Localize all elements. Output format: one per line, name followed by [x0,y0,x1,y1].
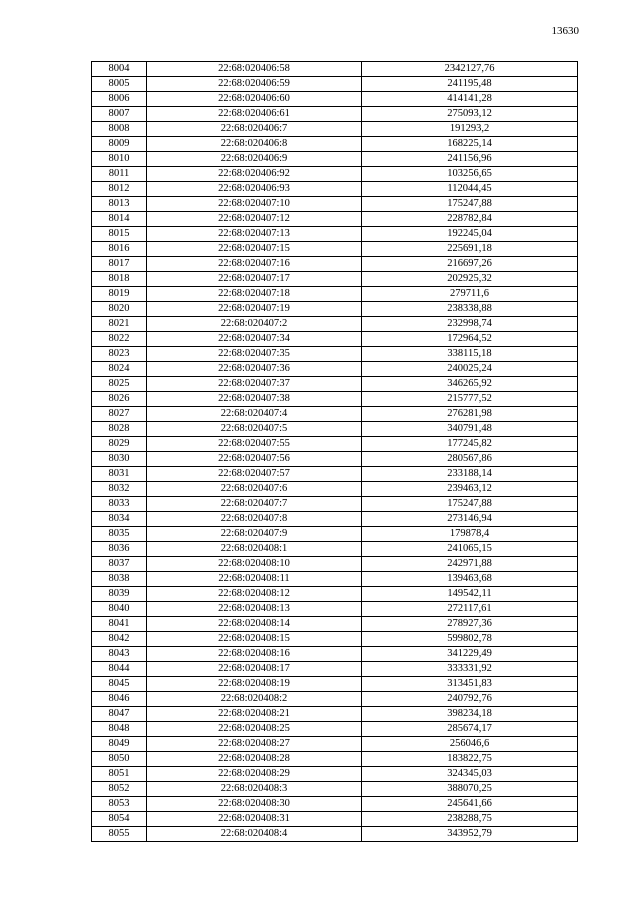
row-number-cell: 8009 [92,137,147,152]
row-number-cell: 8022 [92,332,147,347]
table-row [92,422,578,437]
table-row [92,797,578,812]
row-number-cell: 8010 [92,152,147,167]
value-cell: 414141,28 [362,92,578,107]
value-cell: 398234,18 [362,707,578,722]
table-row [92,557,578,572]
cadastral-number-cell: 22:68:020408:13 [147,602,362,617]
table-row [92,62,578,77]
value-cell: 241195,48 [362,77,578,92]
table-row [92,662,578,677]
value-cell: 240792,76 [362,692,578,707]
cadastral-number-cell: 22:68:020407:15 [147,242,362,257]
row-number-cell: 8041 [92,617,147,632]
cadastral-number-cell: 22:68:020406:93 [147,182,362,197]
value-cell: 346265,92 [362,377,578,392]
table-row [92,527,578,542]
row-number-cell: 8051 [92,767,147,782]
table-row [92,152,578,167]
row-number-cell: 8013 [92,197,147,212]
row-number-cell: 8012 [92,182,147,197]
cadastral-number-cell: 22:68:020407:4 [147,407,362,422]
cadastral-number-cell: 22:68:020407:36 [147,362,362,377]
row-number-cell: 8043 [92,647,147,662]
value-cell: 285674,17 [362,722,578,737]
table-row [92,137,578,152]
row-number-cell: 8015 [92,227,147,242]
row-number-cell: 8053 [92,797,147,812]
row-number-cell: 8036 [92,542,147,557]
cadastral-number-cell: 22:68:020408:16 [147,647,362,662]
table-row [92,122,578,137]
value-cell: 175247,88 [362,197,578,212]
value-cell: 340791,48 [362,422,578,437]
value-cell: 216697,26 [362,257,578,272]
table-row [92,257,578,272]
row-number-cell: 8006 [92,92,147,107]
cadastral-number-cell: 22:68:020408:31 [147,812,362,827]
cadastral-number-cell: 22:68:020407:8 [147,512,362,527]
table-row [92,512,578,527]
table-row [92,542,578,557]
cadastral-number-cell: 22:68:020406:59 [147,77,362,92]
value-cell: 239463,12 [362,482,578,497]
cadastral-number-cell: 22:68:020407:19 [147,302,362,317]
value-cell: 240025,24 [362,362,578,377]
row-number-cell: 8052 [92,782,147,797]
row-number-cell: 8035 [92,527,147,542]
table-row [92,617,578,632]
table-row [92,737,578,752]
value-cell: 191293,2 [362,122,578,137]
cadastral-number-cell: 22:68:020407:6 [147,482,362,497]
cadastral-number-cell: 22:68:020406:8 [147,137,362,152]
cadastral-number-cell: 22:68:020408:29 [147,767,362,782]
page-number: 13630 [551,25,579,37]
table-row [92,272,578,287]
row-number-cell: 8044 [92,662,147,677]
table-row [92,827,578,842]
cadastral-number-cell: 22:68:020408:21 [147,707,362,722]
cadastral-number-cell: 22:68:020407:16 [147,257,362,272]
value-cell: 175247,88 [362,497,578,512]
row-number-cell: 8021 [92,317,147,332]
row-number-cell: 8025 [92,377,147,392]
table-row [92,782,578,797]
cadastral-number-cell: 22:68:020407:13 [147,227,362,242]
value-cell: 179878,4 [362,527,578,542]
table-row [92,497,578,512]
cadastral-number-cell: 22:68:020406:9 [147,152,362,167]
value-cell: 139463,68 [362,572,578,587]
table-row [92,647,578,662]
value-cell: 388070,25 [362,782,578,797]
cadastral-number-cell: 22:68:020408:10 [147,557,362,572]
row-number-cell: 8029 [92,437,147,452]
table-row [92,242,578,257]
table-row [92,197,578,212]
cadastral-number-cell: 22:68:020408:1 [147,542,362,557]
row-number-cell: 8034 [92,512,147,527]
cadastral-number-cell: 22:68:020408:25 [147,722,362,737]
value-cell: 149542,11 [362,587,578,602]
value-cell: 238338,88 [362,302,578,317]
table-row [92,572,578,587]
value-cell: 183822,75 [362,752,578,767]
cadastral-number-cell: 22:68:020407:35 [147,347,362,362]
cadastral-number-cell: 22:68:020408:14 [147,617,362,632]
value-cell: 241065,15 [362,542,578,557]
value-cell: 177245,82 [362,437,578,452]
cadastral-number-cell: 22:68:020408:28 [147,752,362,767]
table-row [92,812,578,827]
cadastral-number-cell: 22:68:020407:55 [147,437,362,452]
cadastral-number-cell: 22:68:020407:7 [147,497,362,512]
table-row [92,212,578,227]
table-row [92,107,578,122]
value-cell: 272117,61 [362,602,578,617]
row-number-cell: 8023 [92,347,147,362]
table-row [92,392,578,407]
table-row [92,452,578,467]
cadastral-number-cell: 22:68:020408:30 [147,797,362,812]
row-number-cell: 8028 [92,422,147,437]
table-row [92,602,578,617]
table-row [92,722,578,737]
cadastral-number-cell: 22:68:020406:60 [147,92,362,107]
value-cell: 168225,14 [362,137,578,152]
table-row [92,92,578,107]
cadastral-number-cell: 22:68:020408:27 [147,737,362,752]
cadastral-number-cell: 22:68:020406:7 [147,122,362,137]
row-number-cell: 8007 [92,107,147,122]
row-number-cell: 8048 [92,722,147,737]
cadastral-number-cell: 22:68:020407:17 [147,272,362,287]
row-number-cell: 8017 [92,257,147,272]
cadastral-number-cell: 22:68:020406:92 [147,167,362,182]
table-row [92,692,578,707]
value-cell: 280567,86 [362,452,578,467]
table-row [92,677,578,692]
table-row [92,587,578,602]
value-cell: 343952,79 [362,827,578,842]
row-number-cell: 8040 [92,602,147,617]
row-number-cell: 8011 [92,167,147,182]
value-cell: 341229,49 [362,647,578,662]
table-row [92,767,578,782]
row-number-cell: 8050 [92,752,147,767]
value-cell: 232998,74 [362,317,578,332]
cadastral-number-cell: 22:68:020407:56 [147,452,362,467]
table-row [92,167,578,182]
value-cell: 233188,14 [362,467,578,482]
table-row [92,707,578,722]
value-cell: 279711,6 [362,287,578,302]
row-number-cell: 8037 [92,557,147,572]
value-cell: 202925,32 [362,272,578,287]
cadastral-number-cell: 22:68:020407:10 [147,197,362,212]
table-row [92,437,578,452]
table-row [92,752,578,767]
cadastral-number-cell: 22:68:020408:17 [147,662,362,677]
row-number-cell: 8026 [92,392,147,407]
value-cell: 228782,84 [362,212,578,227]
value-cell: 192245,04 [362,227,578,242]
table-row [92,467,578,482]
cadastral-number-cell: 22:68:020407:2 [147,317,362,332]
row-number-cell: 8038 [92,572,147,587]
row-number-cell: 8030 [92,452,147,467]
row-number-cell: 8027 [92,407,147,422]
table-row [92,482,578,497]
row-number-cell: 8016 [92,242,147,257]
row-number-cell: 8032 [92,482,147,497]
value-cell: 245641,66 [362,797,578,812]
table-row [92,407,578,422]
cadastral-number-cell: 22:68:020407:5 [147,422,362,437]
value-cell: 256046,6 [362,737,578,752]
table-body [92,62,578,842]
table-row [92,287,578,302]
cadastral-number-cell: 22:68:020407:57 [147,467,362,482]
row-number-cell: 8055 [92,827,147,842]
cadastral-number-cell: 22:68:020407:9 [147,527,362,542]
value-cell: 278927,36 [362,617,578,632]
value-cell: 2342127,76 [362,62,578,77]
table-row [92,227,578,242]
value-cell: 324345,03 [362,767,578,782]
value-cell: 112044,45 [362,182,578,197]
table-row [92,332,578,347]
cadastral-number-cell: 22:68:020408:3 [147,782,362,797]
row-number-cell: 8045 [92,677,147,692]
cadastral-value-table [91,61,578,842]
table-row [92,632,578,647]
value-cell: 599802,78 [362,632,578,647]
cadastral-number-cell: 22:68:020406:58 [147,62,362,77]
cadastral-number-cell: 22:68:020407:38 [147,392,362,407]
cadastral-number-cell: 22:68:020407:34 [147,332,362,347]
row-number-cell: 8033 [92,497,147,512]
row-number-cell: 8020 [92,302,147,317]
table-row [92,317,578,332]
value-cell: 333331,92 [362,662,578,677]
table-row [92,362,578,377]
value-cell: 313451,83 [362,677,578,692]
row-number-cell: 8031 [92,467,147,482]
row-number-cell: 8024 [92,362,147,377]
value-cell: 215777,52 [362,392,578,407]
value-cell: 273146,94 [362,512,578,527]
cadastral-number-cell: 22:68:020407:37 [147,377,362,392]
table-row [92,347,578,362]
cadastral-number-cell: 22:68:020408:15 [147,632,362,647]
cadastral-number-cell: 22:68:020407:12 [147,212,362,227]
row-number-cell: 8018 [92,272,147,287]
row-number-cell: 8039 [92,587,147,602]
row-number-cell: 8042 [92,632,147,647]
cadastral-number-cell: 22:68:020408:12 [147,587,362,602]
row-number-cell: 8019 [92,287,147,302]
value-cell: 338115,18 [362,347,578,362]
row-number-cell: 8046 [92,692,147,707]
table-row [92,377,578,392]
value-cell: 225691,18 [362,242,578,257]
row-number-cell: 8004 [92,62,147,77]
table-row [92,182,578,197]
value-cell: 242971,88 [362,557,578,572]
cadastral-number-cell: 22:68:020408:4 [147,827,362,842]
value-cell: 276281,98 [362,407,578,422]
value-cell: 172964,52 [362,332,578,347]
value-cell: 103256,65 [362,167,578,182]
row-number-cell: 8049 [92,737,147,752]
value-cell: 238288,75 [362,812,578,827]
row-number-cell: 8047 [92,707,147,722]
cadastral-number-cell: 22:68:020406:61 [147,107,362,122]
row-number-cell: 8005 [92,77,147,92]
cadastral-number-cell: 22:68:020408:2 [147,692,362,707]
row-number-cell: 8008 [92,122,147,137]
table-row [92,302,578,317]
cadastral-number-cell: 22:68:020408:19 [147,677,362,692]
table-row [92,77,578,92]
value-cell: 275093,12 [362,107,578,122]
cadastral-number-cell: 22:68:020408:11 [147,572,362,587]
value-cell: 241156,96 [362,152,578,167]
cadastral-number-cell: 22:68:020407:18 [147,287,362,302]
row-number-cell: 8014 [92,212,147,227]
row-number-cell: 8054 [92,812,147,827]
